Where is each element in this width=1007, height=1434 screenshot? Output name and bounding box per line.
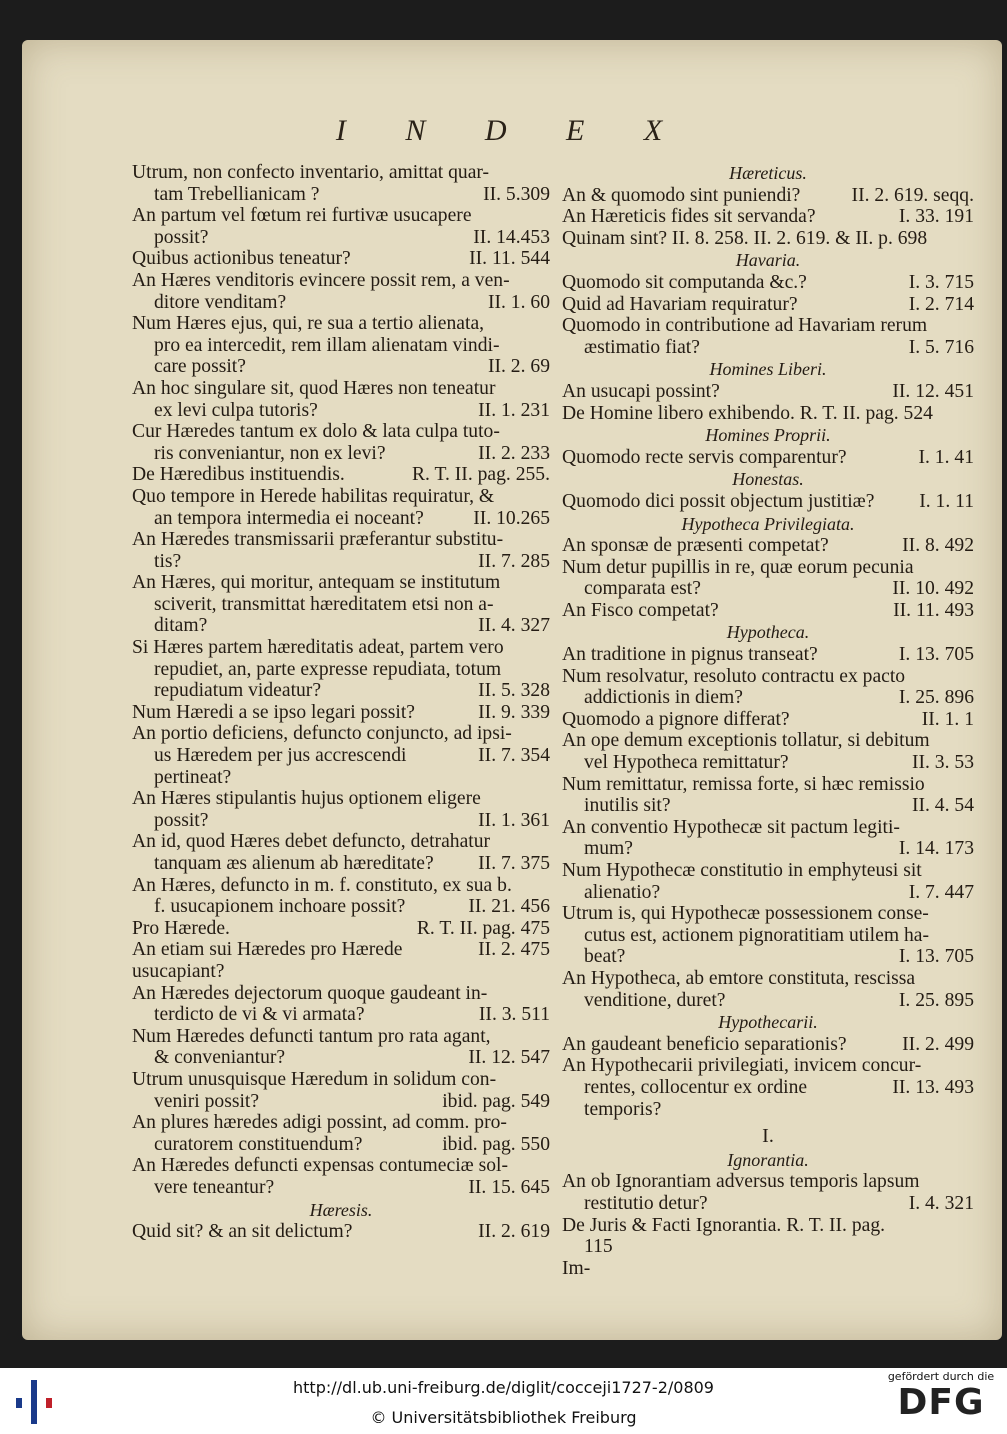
entry-reference: II. 1. 231 (478, 399, 550, 421)
entry-line: 115 (584, 1236, 613, 1258)
entry-line: ditam? (154, 615, 208, 637)
entry-reference: I. 25. 895 (898, 989, 974, 1011)
entry-text (132, 184, 550, 206)
entry-line: ditore venditam? (154, 291, 287, 313)
entry-reference: II. 9. 339 (478, 701, 550, 723)
index-entry (562, 860, 974, 903)
entry-line: Si Hæres partem hæreditatis adeat, partem vero (132, 637, 504, 659)
entry-reference: ibid. pag. 549 (442, 1090, 550, 1112)
entry-text (562, 644, 974, 666)
index-entry (132, 486, 550, 529)
entry-reference: ibid. pag. 550 (442, 1133, 550, 1155)
entry-line: Quinam sint? II. 8. 258. II. 2. 619. & II. p. 698 (562, 227, 928, 249)
index-entry (562, 403, 974, 425)
entry-text (562, 925, 974, 947)
index-entry (132, 788, 550, 831)
index-entry (132, 572, 550, 637)
dfg-logo (883, 1370, 999, 1423)
entry-line: venditione, duret? (584, 989, 726, 1011)
entry-text (562, 600, 974, 622)
entry-reference: II. 2. 233 (478, 442, 550, 464)
entry-reference: II. 11. 544 (469, 248, 550, 270)
entry-text (562, 752, 974, 774)
index-entry (562, 817, 974, 860)
entry-line: De Juris & Facti Ignorantia. R. T. II. pag. (562, 1214, 886, 1236)
entry-line: An Hæredes transmissarii præferantur substitu- (132, 529, 504, 551)
index-entry (562, 730, 974, 773)
index-entry (562, 491, 974, 513)
index-heading: Hæreticus. (729, 163, 807, 183)
index-entry (562, 1258, 974, 1280)
entry-reference: II. 1. 361 (478, 809, 550, 831)
index-entry (132, 248, 550, 270)
entry-line: Quid sit? & an sit delictum? (132, 1221, 353, 1243)
index-entry (132, 313, 550, 378)
entry-line: restitutio detur? (584, 1192, 708, 1214)
entry-reference: I. 1. 11 (919, 490, 974, 512)
index-heading: Ignorantia. (727, 1149, 809, 1170)
entry-reference: II. 7. 354 (478, 745, 550, 767)
entry-line: rentes, collocentur ex ordine temporis? (584, 1076, 808, 1120)
entry-text (132, 594, 550, 616)
entry-text (132, 1004, 550, 1026)
entry-text (562, 1171, 974, 1193)
entry-text (132, 723, 550, 745)
index-entry (562, 1171, 974, 1214)
entry-line: Utrum is, qui Hypothecæ possessionem conse- (562, 903, 929, 925)
entry-text (132, 659, 550, 681)
entry-line: Pro Hærede. (132, 917, 230, 939)
index-entry (562, 294, 974, 316)
entry-text (132, 1112, 550, 1134)
entry-line: sciverit, transmittat hæreditatem etsi non a- (154, 593, 494, 615)
entry-reference: I. 4. 321 (908, 1192, 974, 1214)
entry-line: terdicto de vi & vi armata? (154, 1004, 365, 1026)
index-entry (562, 1034, 974, 1056)
entry-text (132, 939, 550, 982)
entry-text (132, 227, 550, 249)
entry-reference: II. 2. 619 (478, 1221, 550, 1243)
index-entry (132, 1112, 550, 1155)
entry-line: Quomodo sit computanda &c.? (562, 271, 807, 293)
entry-text (562, 817, 974, 839)
entry-text (132, 918, 550, 940)
entry-reference: II. 2. 69 (487, 356, 550, 378)
index-entry (132, 702, 550, 724)
entry-text (562, 687, 974, 709)
entry-line: tam Trebellianicam ? (154, 183, 320, 205)
entry-text (562, 774, 974, 796)
entry-line: De Homine libero exhibendo. R. T. II. pag. 524 (562, 402, 933, 424)
entry-reference: II. 10.265 (473, 507, 550, 529)
entry-line: An partum vel fœtum rei furtivæ usucapere (132, 205, 472, 227)
index-heading: Hæresis. (309, 1199, 373, 1220)
entry-line: cutus est, actionem pignoratitiam utilem ha- (584, 924, 929, 946)
entry-text (562, 795, 974, 817)
entry-line: An etiam sui Hæredes pro Hærede usucapiant? (132, 939, 403, 982)
entry-text (562, 578, 974, 600)
page-header: I N D E X (335, 114, 689, 147)
entry-text (562, 557, 974, 579)
entry-text (132, 421, 550, 443)
index-entry (132, 1155, 550, 1198)
entry-text (132, 1177, 550, 1199)
entry-line: Quomodo recte servis comparentur? (562, 446, 847, 468)
entry-line: Num Hypothecæ constitutio in emphyteusi sit (562, 860, 922, 881)
entry-line: An & quomodo sint puniendi? (562, 184, 801, 206)
entry-line: An plures hæredes adigi possint, ad comm. pro- (132, 1112, 507, 1134)
entry-line: Num detur pupillis in re, quæ eorum pecunia (562, 556, 914, 578)
entry-reference: II. 3. 53 (911, 752, 974, 774)
entry-reference: II. 8. 492 (902, 535, 974, 557)
entry-reference: I. 3. 715 (908, 271, 974, 293)
copyright-notice: © Universitätsbibliothek Freiburg (370, 1408, 637, 1427)
entry-text (562, 838, 974, 860)
entry-reference: II. 12. 451 (892, 380, 974, 402)
index-entry (562, 206, 974, 228)
entry-line: An id, quod Hæres debet defuncto, detrahatur (132, 831, 491, 853)
entry-line: Quomodo a pignore differat? (562, 708, 790, 730)
entry-line: Quibus actionibus teneatur? (132, 248, 351, 270)
entry-line: comparata est? (584, 578, 701, 600)
entry-text (132, 1091, 550, 1113)
index-entry (562, 228, 974, 250)
entry-text (132, 551, 550, 573)
entry-line: An portio deficiens, defuncto conjuncto, ad ipsi- (132, 723, 512, 745)
entry-reference: II. 5. 328 (478, 680, 550, 702)
entry-line: An ob Ignorantiam adversus temporis lapsum (562, 1171, 920, 1193)
index-entry (132, 1026, 550, 1069)
funding-text: gefördert durch die (887, 1370, 995, 1383)
index-entry (132, 983, 550, 1026)
entry-line: An Fisco competat? (562, 599, 719, 621)
entry-line: f. usucapionem inchoare possit? (154, 896, 406, 918)
entry-text (562, 860, 974, 882)
entry-line: Num Hæres ejus, qui, re sua a tertio alienata, (132, 313, 485, 335)
entry-text (562, 447, 974, 469)
index-right-column (562, 162, 974, 1279)
entry-text (132, 313, 550, 335)
entry-reference: I. 13. 705 (898, 946, 974, 968)
index-entry (562, 557, 974, 600)
entry-line: ex levi culpa tutoris? (154, 399, 318, 421)
entry-text (562, 185, 974, 207)
index-entry (132, 529, 550, 572)
index-entry (132, 939, 550, 982)
entry-reference: II. 21. 456 (468, 896, 550, 918)
index-entry (562, 666, 974, 709)
entry-line: care possit? (154, 356, 246, 378)
entry-text (132, 464, 550, 486)
index-entry (132, 464, 550, 486)
index-entry (132, 270, 550, 313)
entry-text (132, 248, 550, 270)
entry-text (562, 1055, 974, 1077)
entry-reference: II. 2. 475 (478, 939, 550, 961)
entry-text (132, 788, 550, 810)
entry-line: An Hypotheca, ab emtore constituta, rescissa (562, 967, 916, 989)
entry-line: Quid ad Havariam requiratur? (562, 293, 798, 315)
entry-text (132, 529, 550, 551)
entry-line: addictionis in diem? (584, 687, 743, 709)
entry-text (132, 615, 550, 637)
index-heading: Havaria. (735, 250, 801, 271)
entry-line: An Hæreticis fides sit servanda? (562, 206, 816, 228)
index-letter: I. (762, 1125, 774, 1148)
entry-text (562, 1034, 974, 1056)
entry-text (562, 337, 974, 359)
index-heading: Hypotheca. (726, 622, 810, 643)
entry-text (562, 730, 974, 752)
index-entry (562, 903, 974, 968)
entry-text (562, 491, 974, 513)
entry-text (132, 875, 550, 897)
document-url-link[interactable]: http://dl.ub.uni-freiburg.de/diglit/cocceji1727-2/0809 (293, 1378, 714, 1397)
index-entry (562, 272, 974, 294)
entry-line: Quomodo in contributione ad Havariam rerum (562, 315, 928, 337)
index-entry (132, 918, 550, 940)
entry-line: repudiet, an, parte expresse repudiata, totum (154, 658, 502, 680)
viewer-footer (0, 1368, 1007, 1434)
entry-line: An Hæres, qui moritur, antequam se institutum (132, 572, 501, 594)
entry-text (132, 1026, 550, 1048)
entry-text (132, 1069, 550, 1091)
entry-line: possit? (154, 809, 209, 831)
entry-reference: II. 1. 60 (487, 291, 550, 313)
entry-line: us Hæredem per jus accrescendi pertineat? (154, 745, 407, 788)
index-entry (132, 875, 550, 918)
entry-text (132, 745, 550, 788)
entry-text (562, 315, 974, 337)
entry-text (562, 535, 974, 557)
entry-text (562, 403, 974, 425)
entry-line: an tempora intermedia ei noceant? (154, 507, 424, 529)
entry-text (132, 853, 550, 875)
entry-line: pro ea intercedit, rem illam alienatam vindi- (154, 334, 500, 356)
entry-text (132, 400, 550, 422)
entry-reference: II. 10. 492 (892, 578, 974, 600)
entry-line: Utrum, non confecto inventario, amittat quar- (132, 162, 490, 183)
entry-text (132, 162, 550, 184)
entry-text (132, 831, 550, 853)
index-entry (132, 637, 550, 702)
entry-text (132, 1047, 550, 1069)
entry-text (132, 335, 550, 357)
entry-line: inutilis sit? (584, 795, 671, 817)
entry-text (562, 968, 974, 990)
entry-line: vel Hypotheca remittatur? (584, 752, 789, 774)
index-heading: Hypotheca Privilegiata. (681, 513, 855, 534)
entry-line: An traditione in pignus transeat? (562, 644, 818, 666)
index-heading: Homines Liberi. (709, 359, 827, 380)
entry-line: tis? (154, 550, 182, 572)
entry-text (132, 378, 550, 400)
index-entry (132, 421, 550, 464)
index-entry (132, 378, 550, 421)
index-entry (562, 600, 974, 622)
entry-line: An gaudeant beneficio separationis? (562, 1033, 847, 1055)
entry-line: Cur Hæredes tantum ex dolo & lata culpa tuto- (132, 421, 500, 443)
entry-reference: I. 7. 447 (908, 881, 974, 903)
entry-text (132, 486, 550, 508)
entry-reference: I. 13. 705 (898, 644, 974, 666)
entry-reference: I. 14. 173 (898, 838, 974, 860)
index-entry (132, 1069, 550, 1112)
entry-line: Utrum unusquisque Hæredum in solidum con- (132, 1068, 497, 1090)
index-entry (562, 968, 974, 1011)
index-left-column (132, 162, 550, 1243)
entry-reference: II. 12. 547 (468, 1047, 550, 1069)
index-entry (562, 535, 974, 557)
entry-text (562, 228, 974, 250)
entry-line: An usucapi possint? (562, 380, 720, 402)
entry-line: Num Hæredi a se ipso legari possit? (132, 701, 415, 723)
index-entry (132, 205, 550, 248)
entry-reference: II. 2. 499 (902, 1033, 974, 1055)
entry-text (562, 882, 974, 904)
entry-line: An hoc singulare sit, quod Hæres non teneatur (132, 377, 496, 399)
entry-line: An Hæredes dejectorum quoque gaudeant in- (132, 982, 488, 1004)
entry-reference: II. 4. 54 (911, 795, 974, 817)
entry-line: An Hæres venditoris evincere possit rem, a ven- (132, 269, 510, 291)
entry-line: ris conveniantur, non ex levi? (154, 442, 386, 464)
entry-text (562, 1236, 974, 1258)
index-entry (562, 381, 974, 403)
entry-line: repudiatum videatur? (154, 680, 322, 702)
index-entry (562, 185, 974, 207)
entry-text (562, 903, 974, 925)
index-heading: Hypothecarii. (718, 1012, 818, 1033)
dfg-logo-text: DFG (897, 1382, 985, 1423)
entry-text (562, 1215, 974, 1237)
entry-text (562, 206, 974, 228)
entry-line: An ope demum exceptionis tollatur, si debitum (562, 730, 930, 752)
entry-text (132, 983, 550, 1005)
entry-reference: II. 4. 327 (478, 615, 550, 637)
entry-line: æstimatio fiat? (584, 336, 700, 358)
entry-reference: I. 33. 191 (898, 206, 974, 228)
entry-text (132, 356, 550, 378)
index-entry (562, 774, 974, 817)
entry-text (562, 272, 974, 294)
entry-line: Num Hæredes defuncti tantum pro rata agant, (132, 1025, 491, 1047)
index-entry (562, 709, 974, 731)
entry-text (562, 990, 974, 1012)
entry-text (132, 270, 550, 292)
index-entry (132, 723, 550, 788)
entry-text (132, 896, 550, 918)
entry-text (132, 702, 550, 724)
entry-line: An Hæres stipulantis hujus optionem eligere (132, 788, 481, 810)
entry-line: tanquam æs alienum ab hæreditate? (154, 853, 434, 874)
index-entry (562, 1215, 974, 1258)
entry-line: De Hæredibus instituendis. (132, 464, 345, 486)
entry-reference: I. 5. 716 (908, 336, 974, 358)
entry-line: An conventio Hypothecæ sit pactum legiti- (562, 816, 900, 838)
entry-line: An Hypothecarii privilegiati, invicem concur- (562, 1055, 922, 1077)
entry-line: An sponsæ de præsenti competat? (562, 535, 829, 557)
entry-reference: R. T. II. pag. 475 (416, 917, 550, 939)
entry-text (562, 1193, 974, 1215)
entry-line: beat? (584, 946, 626, 968)
entry-text (132, 637, 550, 659)
entry-text (132, 572, 550, 594)
entry-line: An Hæredes defuncti expensas contumeciæ sol- (132, 1155, 508, 1177)
index-entry (562, 1055, 974, 1120)
entry-line: Quo tempore in Herede habilitas requiratur, & (132, 485, 495, 507)
entry-text (562, 1077, 974, 1120)
entry-text (562, 1258, 974, 1280)
index-entry (132, 162, 550, 205)
entry-text (562, 946, 974, 968)
entry-text (132, 292, 550, 314)
entry-reference: I. 1. 41 (918, 446, 974, 468)
entry-text (132, 1155, 550, 1177)
entry-line: possit? (154, 226, 209, 248)
entry-text (132, 680, 550, 702)
entry-line: Im- (562, 1257, 591, 1279)
entry-reference: II. 15. 645 (468, 1176, 550, 1198)
entry-reference: II. 13. 493 (892, 1076, 974, 1098)
index-entry (562, 315, 974, 358)
entry-reference: II. 11. 493 (893, 599, 974, 621)
entry-reference: II. 1. 1 (921, 708, 974, 730)
entry-reference: R. T. II. pag. 255. (411, 464, 550, 486)
entry-text (562, 381, 974, 403)
entry-line: & conveniantur? (154, 1047, 286, 1069)
index-entry (562, 447, 974, 469)
index-entry (132, 831, 550, 874)
entry-text (132, 508, 550, 530)
entry-reference: I. 2. 714 (908, 293, 974, 315)
entry-text (132, 810, 550, 832)
entry-line: An Hæres, defuncto in m. f. constituto, ex sua b. (132, 874, 512, 896)
index-entry (562, 644, 974, 666)
entry-line: veniri possit? (154, 1090, 260, 1112)
entry-text (132, 1221, 550, 1243)
entry-line: Num remittatur, remissa forte, si hæc remissio (562, 773, 925, 795)
entry-text (132, 1134, 550, 1156)
entry-text (562, 666, 974, 688)
entry-text (562, 709, 974, 731)
entry-line: Quomodo dici possit objectum justitiæ? (562, 490, 875, 512)
entry-text (132, 443, 550, 465)
entry-line: alienatio? (584, 881, 661, 903)
entry-line: Num resolvatur, resoluto contractu ex pacto (562, 665, 906, 687)
index-heading: Honestas. (732, 469, 804, 490)
entry-reference: II. 5.309 (483, 183, 550, 205)
entry-reference: II. 7. 285 (478, 550, 550, 572)
entry-reference: II. 7. 375 (478, 853, 550, 874)
entry-line: vere teneantur? (154, 1176, 275, 1198)
entry-text (132, 205, 550, 227)
index-heading: Homines Proprii. (705, 425, 831, 446)
entry-reference: II. 2. 619. seqq. (851, 184, 974, 206)
entry-text (562, 294, 974, 316)
entry-reference: I. 25. 896 (898, 687, 974, 709)
index-entry (132, 1221, 550, 1243)
entry-line: mum? (584, 838, 633, 860)
entry-reference: II. 3. 511 (478, 1004, 550, 1026)
entry-line: curatorem constituendum? (154, 1133, 363, 1155)
entry-reference: II. 14.453 (473, 226, 550, 248)
